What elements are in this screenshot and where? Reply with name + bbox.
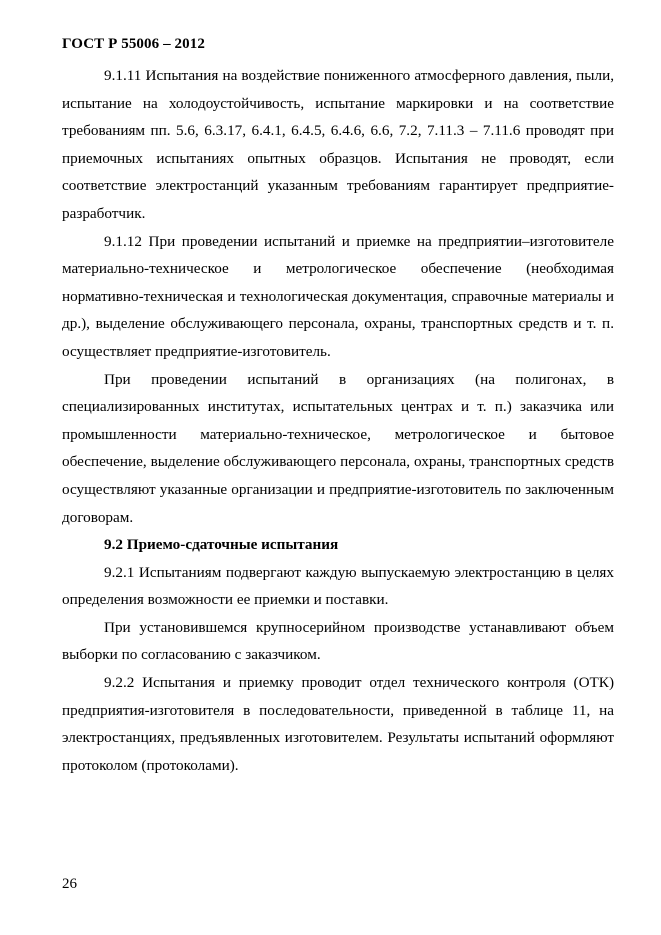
paragraph-organizations: При проведении испытаний в организациях (на полигонах, в специализированных институтах, испытательных центрах и т. п.) заказчика или промышленности материально-техническое, метрологическое и бытовое обеспечение, выделение обслуживающего персонала, охраны, транспортных средств осуществляют указанные организации и предприятие-изготовитель по заключенным договорам. <box>62 370 614 526</box>
paragraph-9-2-2: 9.2.2 Испытания и приемку проводит отдел технического контроля (ОТК) предприятия-изготовителя в последовательности, приведенной в таблице 11, на электростанциях, предъявленных изготовителем. Результаты испытаний оформляют протоколом (протоколами). <box>62 674 614 774</box>
paragraph-sample-size: При установившемся крупносерийном производстве устанавливают объем выборки по согласованию с заказчиком. <box>62 618 614 664</box>
paragraph-9-1-11: 9.1.11 Испытания на воздействие пониженного атмосферного давления, пыли, испытание на холодоустойчивость, испытание маркировки и на соответствие требованиям пп. 5.6, 6.3.17, 6.4.1, 6.4.5, 6.4.6, 6.6, 7.2, 7.11.3 – 7.11.6 проводят при приемочных испытаниях опытных образцов. Испытания не проводят, если соответствие электростанций указанным требованиям гарантирует предприятие-разработчик. <box>62 67 614 222</box>
paragraph-9-1-12: 9.1.12 При проведении испытаний и приемке на предприятии–изготовителе материально-техническое и метрологическое обеспечение (необходимая нормативно-техническая и технологическая документация, справочные материалы и др.), выделение обслуживающего персонала, охраны, транспортных средств и т. п. осуществляет предприятие-изготовитель. <box>62 232 614 360</box>
section-heading-9-2: 9.2 Приемо-сдаточные испытания <box>104 536 339 554</box>
paragraph-9-2-1: 9.2.1 Испытаниям подвергают каждую выпускаемую электростанцию в целях определения возможности ее приемки и поставки. <box>62 563 614 609</box>
document-header: ГОСТ Р 55006 – 2012 <box>62 36 205 52</box>
document-body <box>62 62 614 779</box>
page-number: 26 <box>62 876 77 892</box>
